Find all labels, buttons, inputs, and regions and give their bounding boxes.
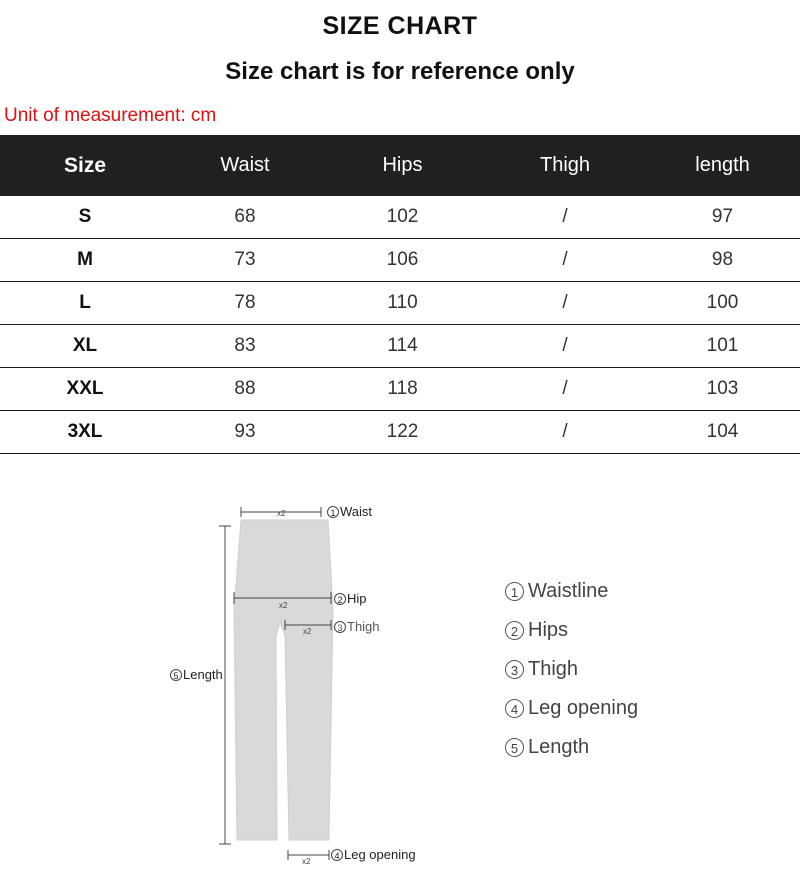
size-cell: XXL	[0, 368, 170, 411]
legend-item	[505, 572, 638, 611]
legend-item	[505, 611, 638, 650]
column-header-size: Size	[0, 135, 170, 196]
length-measure-line	[219, 526, 231, 844]
column-header-hips: Hips	[320, 135, 485, 196]
size-table	[0, 135, 800, 454]
legend-label: Hips	[528, 619, 569, 641]
waist-cell: 83	[170, 325, 320, 368]
waist-cell: 78	[170, 282, 320, 325]
size-cell: S	[0, 196, 170, 239]
hips-cell: 102	[320, 196, 485, 239]
unit-note: Unit of measurement: cm	[4, 105, 217, 126]
table-header-row	[0, 135, 800, 196]
length-cell: 104	[645, 411, 800, 454]
hips-cell: 114	[320, 325, 485, 368]
number-4-icon: 4	[331, 849, 343, 861]
waist-cell: 68	[170, 196, 320, 239]
thigh-cell: /	[485, 368, 645, 411]
length-cell: 97	[645, 196, 800, 239]
legend-label: Thigh	[528, 658, 579, 680]
table-row	[0, 239, 800, 282]
hip-diagram-label	[334, 591, 367, 606]
table-row	[0, 368, 800, 411]
number-5-icon: 5	[505, 738, 524, 757]
number-4-icon: 4	[505, 699, 524, 718]
waist-cell: 88	[170, 368, 320, 411]
page-title: SIZE CHART	[322, 12, 478, 40]
leg-opening-diagram-label	[331, 847, 416, 862]
waist-cell: 73	[170, 239, 320, 282]
thigh-multiplier: x2	[303, 627, 312, 636]
thigh-diagram-label	[334, 619, 380, 634]
thigh-cell: /	[485, 325, 645, 368]
waist-text: Waist	[340, 504, 373, 519]
length-cell: 103	[645, 368, 800, 411]
column-header-thigh: Thigh	[485, 135, 645, 196]
waist-cell: 93	[170, 411, 320, 454]
measurement-legend	[505, 572, 638, 767]
page-subtitle: Size chart is for reference only	[225, 58, 575, 85]
legend-label: Waistline	[528, 580, 609, 602]
leg-multiplier: x2	[302, 857, 311, 866]
pants-diagram	[0, 490, 480, 874]
number-2-icon: 2	[334, 593, 346, 605]
size-cell: L	[0, 282, 170, 325]
waist-multiplier: x2	[277, 509, 286, 518]
thigh-cell: /	[485, 411, 645, 454]
thigh-cell: /	[485, 239, 645, 282]
legend-label: Length	[528, 736, 590, 758]
hips-cell: 106	[320, 239, 485, 282]
table-row	[0, 325, 800, 368]
legend-item	[505, 728, 638, 767]
size-cell: M	[0, 239, 170, 282]
hip-text: Hip	[347, 591, 367, 606]
table-row	[0, 411, 800, 454]
hips-cell: 118	[320, 368, 485, 411]
size-cell: XL	[0, 325, 170, 368]
thigh-cell: /	[485, 282, 645, 325]
waist-diagram-label	[327, 504, 372, 519]
number-3-icon: 3	[505, 660, 524, 679]
length-diagram-label	[170, 667, 223, 682]
thigh-text: Thigh	[347, 619, 380, 634]
column-header-waist: Waist	[170, 135, 320, 196]
number-1-icon: 1	[327, 506, 339, 518]
size-cell: 3XL	[0, 411, 170, 454]
leg-opening-text: Leg opening	[344, 847, 416, 862]
hips-cell: 122	[320, 411, 485, 454]
legend-label: Leg opening	[528, 697, 639, 719]
thigh-cell: /	[485, 196, 645, 239]
legend-item	[505, 650, 638, 689]
hips-cell: 110	[320, 282, 485, 325]
number-2-icon: 2	[505, 621, 524, 640]
number-1-icon: 1	[505, 582, 524, 601]
length-cell: 101	[645, 325, 800, 368]
length-text: Length	[183, 667, 223, 682]
number-5-icon: 5	[170, 669, 182, 681]
table-row	[0, 196, 800, 239]
hip-multiplier: x2	[279, 601, 288, 610]
pants-illustration	[234, 520, 333, 840]
legend-item	[505, 689, 638, 728]
length-cell: 98	[645, 239, 800, 282]
column-header-length: length	[645, 135, 800, 196]
table-row	[0, 282, 800, 325]
number-3-icon: 3	[334, 621, 346, 633]
length-cell: 100	[645, 282, 800, 325]
